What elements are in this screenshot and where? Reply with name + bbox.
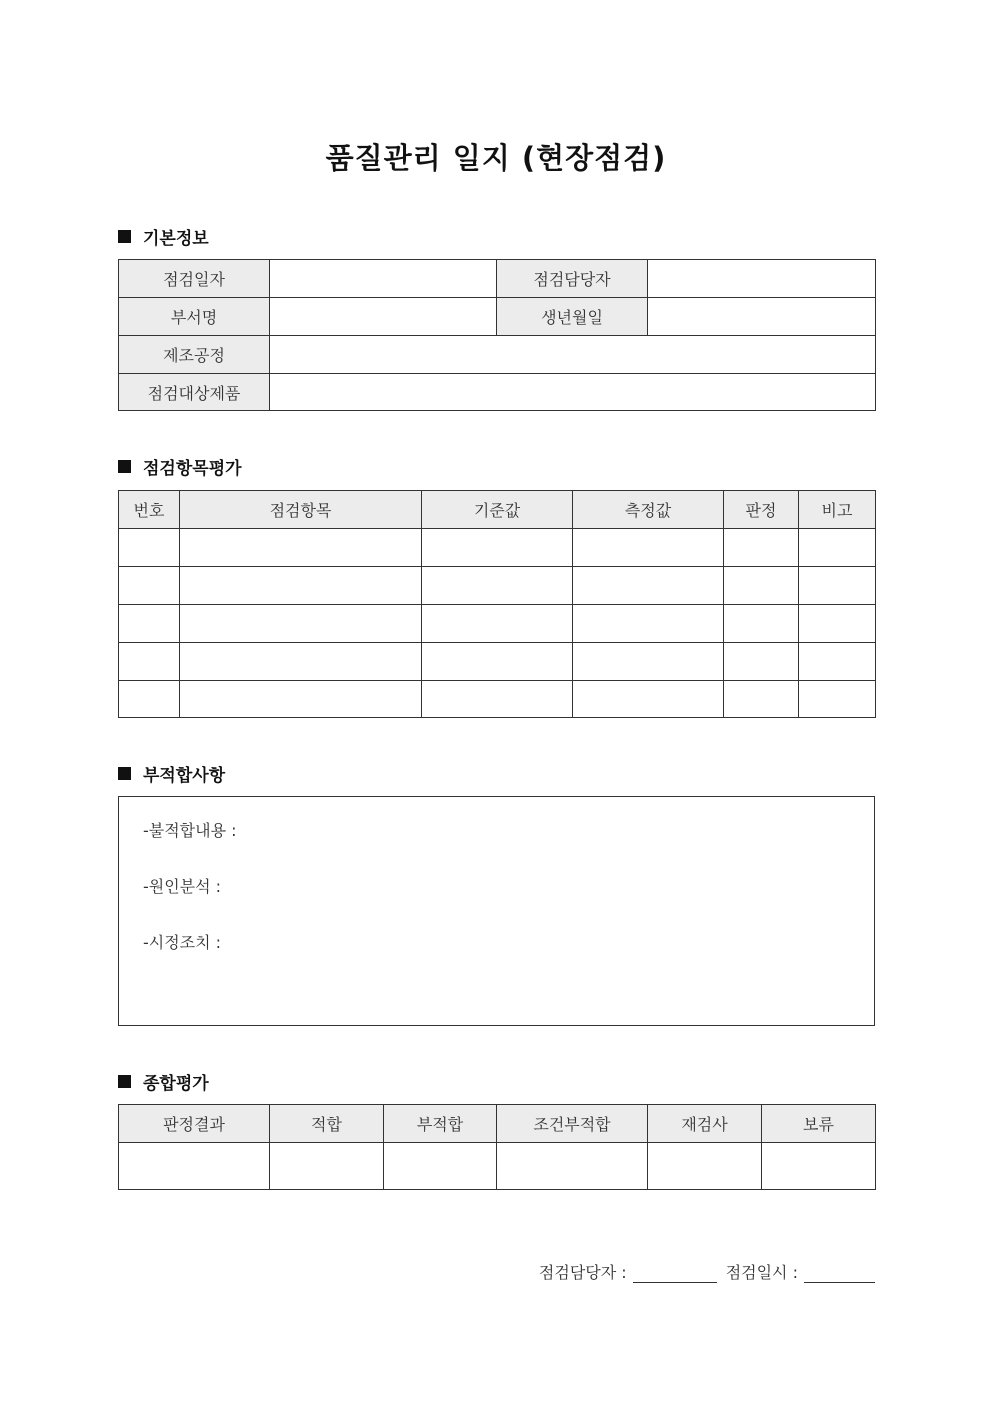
section-title: 부적합사항 xyxy=(143,766,226,786)
cell-standard[interactable] xyxy=(422,605,573,643)
cell-number[interactable] xyxy=(119,529,180,567)
signature-inspector-label: 점검담당자 : xyxy=(538,1263,627,1282)
signature-line xyxy=(539,1260,875,1283)
nonconformity-box[interactable] xyxy=(118,796,875,1026)
cell-measured[interactable] xyxy=(573,567,724,605)
header-number: 번호 xyxy=(119,491,180,529)
section-heading-inspection-eval xyxy=(118,454,242,479)
cell-reinspection[interactable] xyxy=(648,1143,762,1190)
square-bullet-icon xyxy=(118,460,131,473)
cell-remarks[interactable] xyxy=(799,567,876,605)
label-product: 점검대상제품 xyxy=(119,374,270,411)
cell-judgment[interactable] xyxy=(724,605,799,643)
cell-measured[interactable] xyxy=(573,605,724,643)
table-row xyxy=(119,529,876,567)
signature-inspector-blank[interactable] xyxy=(633,1264,717,1283)
overall-eval-table xyxy=(118,1104,876,1190)
section-heading-basic-info xyxy=(118,224,209,249)
cell-remarks[interactable] xyxy=(799,605,876,643)
cell-measured[interactable] xyxy=(573,681,724,718)
header-standard-value: 기준값 xyxy=(422,491,573,529)
square-bullet-icon xyxy=(118,767,131,780)
cell-item[interactable] xyxy=(180,643,422,681)
cell-number[interactable] xyxy=(119,681,180,718)
label-process: 제조공정 xyxy=(119,336,270,374)
cell-conforming[interactable] xyxy=(270,1143,384,1190)
cell-standard[interactable] xyxy=(422,529,573,567)
section-heading-nonconformity xyxy=(118,761,225,786)
header-judgment-result: 판정결과 xyxy=(119,1105,270,1143)
cell-measured[interactable] xyxy=(573,643,724,681)
field-inspector[interactable] xyxy=(648,260,876,298)
cell-number[interactable] xyxy=(119,605,180,643)
square-bullet-icon xyxy=(118,230,131,243)
label-department: 부서명 xyxy=(119,298,270,336)
label-inspector: 점검담당자 xyxy=(497,260,648,298)
table-row xyxy=(119,567,876,605)
field-process[interactable] xyxy=(270,336,876,374)
header-on-hold: 보류 xyxy=(762,1105,876,1143)
section-title: 점검항목평가 xyxy=(143,459,242,479)
corrective-action-label: -시정조치 : xyxy=(143,933,222,952)
header-conditional: 조건부적합 xyxy=(497,1105,648,1143)
cell-standard[interactable] xyxy=(422,567,573,605)
field-inspection-date[interactable] xyxy=(270,260,497,298)
header-measured-value: 측정값 xyxy=(573,491,724,529)
cell-judgment[interactable] xyxy=(724,567,799,605)
signature-date-label: 점검일시 : xyxy=(725,1263,798,1282)
nonconformity-content-label: -불적합내용 : xyxy=(143,821,237,840)
field-department[interactable] xyxy=(270,298,497,336)
page-title: 품질관리 일지 (현장점검) xyxy=(325,141,667,175)
cell-judgment[interactable] xyxy=(724,643,799,681)
table-row xyxy=(119,605,876,643)
header-conforming: 적합 xyxy=(270,1105,384,1143)
section-heading-overall-eval xyxy=(118,1069,209,1094)
cell-conditional[interactable] xyxy=(497,1143,648,1190)
table-row xyxy=(119,681,876,718)
header-judgment: 판정 xyxy=(724,491,799,529)
field-product[interactable] xyxy=(270,374,876,411)
table-row xyxy=(119,643,876,681)
header-reinspection: 재검사 xyxy=(648,1105,762,1143)
cell-judgment[interactable] xyxy=(724,529,799,567)
cell-number[interactable] xyxy=(119,643,180,681)
cell-judgment[interactable] xyxy=(724,681,799,718)
cell-standard[interactable] xyxy=(422,681,573,718)
cell-item[interactable] xyxy=(180,567,422,605)
cell-remarks[interactable] xyxy=(799,529,876,567)
header-nonconforming: 부적합 xyxy=(384,1105,497,1143)
cell-item[interactable] xyxy=(180,681,422,718)
square-bullet-icon xyxy=(118,1075,131,1088)
cell-nonconforming[interactable] xyxy=(384,1143,497,1190)
header-inspection-item: 점검항목 xyxy=(180,491,422,529)
field-birthdate[interactable] xyxy=(648,298,876,336)
signature-date-blank[interactable] xyxy=(804,1264,875,1283)
basic-info-table xyxy=(118,259,876,411)
cell-item[interactable] xyxy=(180,529,422,567)
cause-analysis-label: -원인분석 : xyxy=(143,877,222,896)
section-title: 기본정보 xyxy=(143,229,209,249)
cell-measured[interactable] xyxy=(573,529,724,567)
inspection-table xyxy=(118,490,876,718)
label-inspection-date: 점검일자 xyxy=(119,260,270,298)
table-row xyxy=(119,1143,876,1190)
cell-item[interactable] xyxy=(180,605,422,643)
cell-number[interactable] xyxy=(119,567,180,605)
cell-on-hold[interactable] xyxy=(762,1143,876,1190)
header-remarks: 비고 xyxy=(799,491,876,529)
cell-standard[interactable] xyxy=(422,643,573,681)
label-birthdate: 생년월일 xyxy=(497,298,648,336)
cell-remarks[interactable] xyxy=(799,643,876,681)
section-title: 종합평가 xyxy=(143,1074,209,1094)
cell-remarks[interactable] xyxy=(799,681,876,718)
cell-judgment-result[interactable] xyxy=(119,1143,270,1190)
